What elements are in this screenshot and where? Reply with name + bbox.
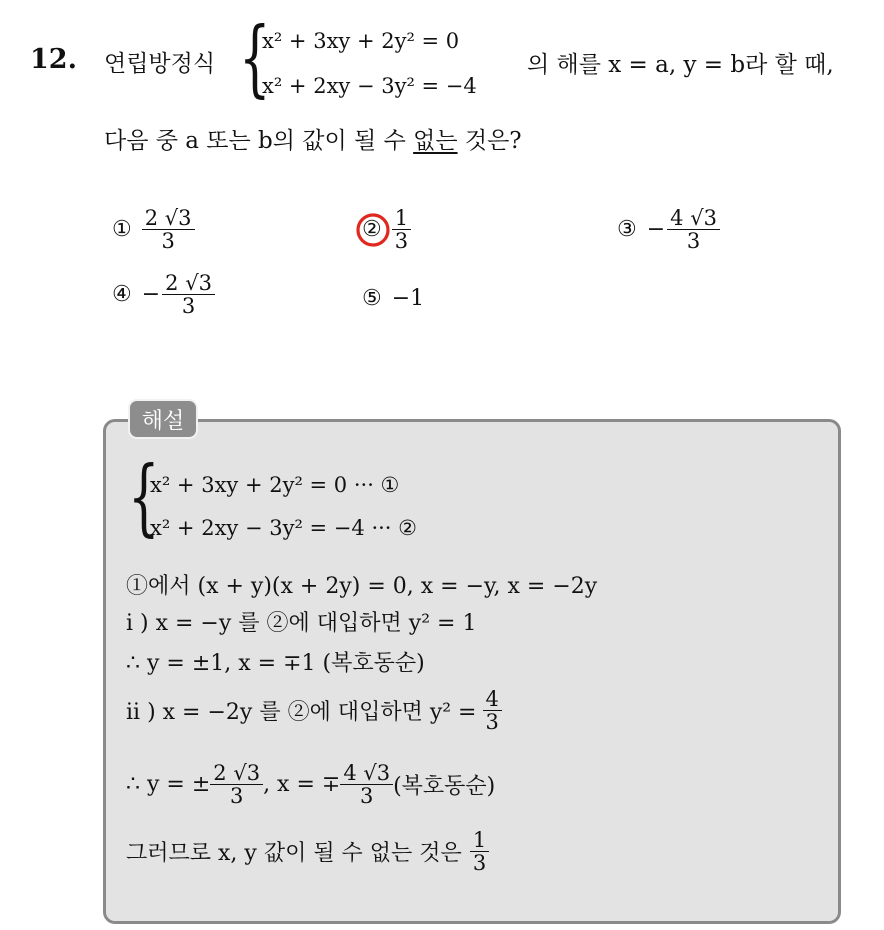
solution-eq1: x² + 3xy + 2y² = 0 ··· ① xyxy=(150,473,400,497)
choice-value: −1 xyxy=(391,286,425,311)
choice-3[interactable] xyxy=(617,207,720,252)
line-fraction xyxy=(483,688,502,733)
line-text: ii ) x = −2y 를 ②에 대입하면 y² = xyxy=(126,700,477,726)
problem-intro: 연립방정식 xyxy=(104,51,216,77)
line-text: (복호동순) xyxy=(393,774,496,800)
choice-fraction xyxy=(162,272,215,317)
question-pre: 다음 중 a 또는 b의 값이 될 수 xyxy=(104,128,414,154)
fraction-numerator: 1 xyxy=(392,207,411,230)
choice-mark: ④ xyxy=(112,282,132,308)
fraction-denominator: 3 xyxy=(181,294,196,319)
solution-label: 해설 xyxy=(128,399,198,439)
question-post: 것은? xyxy=(457,128,522,154)
fraction-numerator: 4 xyxy=(483,688,502,711)
solution-eq2: x² + 2xy − 3y² = −4 ··· ② xyxy=(150,516,417,540)
fraction-denominator: 3 xyxy=(360,784,374,809)
line-text: ∴ y = ± xyxy=(126,772,211,798)
choice-mark-text: ② xyxy=(362,217,382,243)
line-fraction xyxy=(210,762,263,807)
choice-mark: ③ xyxy=(617,217,637,243)
problem-suffix: 의 해를 x = a, y = b라 할 때, xyxy=(527,52,834,78)
choice-2[interactable] xyxy=(362,207,411,252)
solution-line-4 xyxy=(126,688,502,733)
system-eq1: x² + 3xy + 2y² = 0 xyxy=(262,29,460,53)
choice-sign: − xyxy=(141,282,161,308)
fraction-numerator: 2 √3 xyxy=(162,272,215,295)
line-text: , x = ∓ xyxy=(263,772,341,798)
solution-line-6 xyxy=(126,829,489,874)
problem-question xyxy=(104,122,522,155)
choice-5[interactable] xyxy=(362,286,424,311)
choice-mark xyxy=(362,217,382,242)
line-fraction xyxy=(470,829,489,874)
fraction-numerator: 2 √3 xyxy=(210,762,263,785)
solution-system-brace: { xyxy=(128,447,160,546)
choice-fraction xyxy=(142,207,195,252)
choice-4[interactable] xyxy=(112,272,215,317)
choice-1[interactable] xyxy=(112,207,195,252)
fraction-numerator: 4 √3 xyxy=(667,207,720,230)
fraction-denominator: 3 xyxy=(229,784,244,809)
choice-sign: − xyxy=(646,217,666,243)
choice-fraction xyxy=(392,207,411,252)
fraction-numerator: 1 xyxy=(470,829,489,852)
choice-mark: ① xyxy=(112,217,132,243)
fraction-numerator: 4 √3 xyxy=(340,762,393,785)
fraction-denominator: 3 xyxy=(485,710,499,735)
choice-fraction xyxy=(667,207,720,252)
solution-line-3: ∴ y = ±1, x = ∓1 (복호동순) xyxy=(126,651,425,676)
line-text: 그러므로 x, y 값이 될 수 없는 것은 xyxy=(126,841,462,867)
problem-number: 12. xyxy=(30,44,77,75)
choice-mark: ⑤ xyxy=(362,286,382,311)
solution-line-5 xyxy=(126,762,495,807)
line-fraction xyxy=(340,762,393,807)
fraction-numerator: 2 √3 xyxy=(142,207,195,230)
red-circle-icon xyxy=(353,209,393,249)
system-eq2: x² + 2xy − 3y² = −4 xyxy=(262,74,477,98)
solution-line-1: ①에서 (x + y)(x + 2y) = 0, x = −y, x = −2y xyxy=(126,574,598,599)
solution-line-2: i ) x = −y 를 ②에 대입하면 y² = 1 xyxy=(126,611,477,636)
question-emphasis: 없는 xyxy=(413,128,458,154)
system-brace: { xyxy=(239,8,271,107)
fraction-denominator: 3 xyxy=(686,229,701,254)
fraction-denominator: 3 xyxy=(394,229,409,254)
fraction-denominator: 3 xyxy=(161,229,175,254)
fraction-denominator: 3 xyxy=(472,851,487,876)
